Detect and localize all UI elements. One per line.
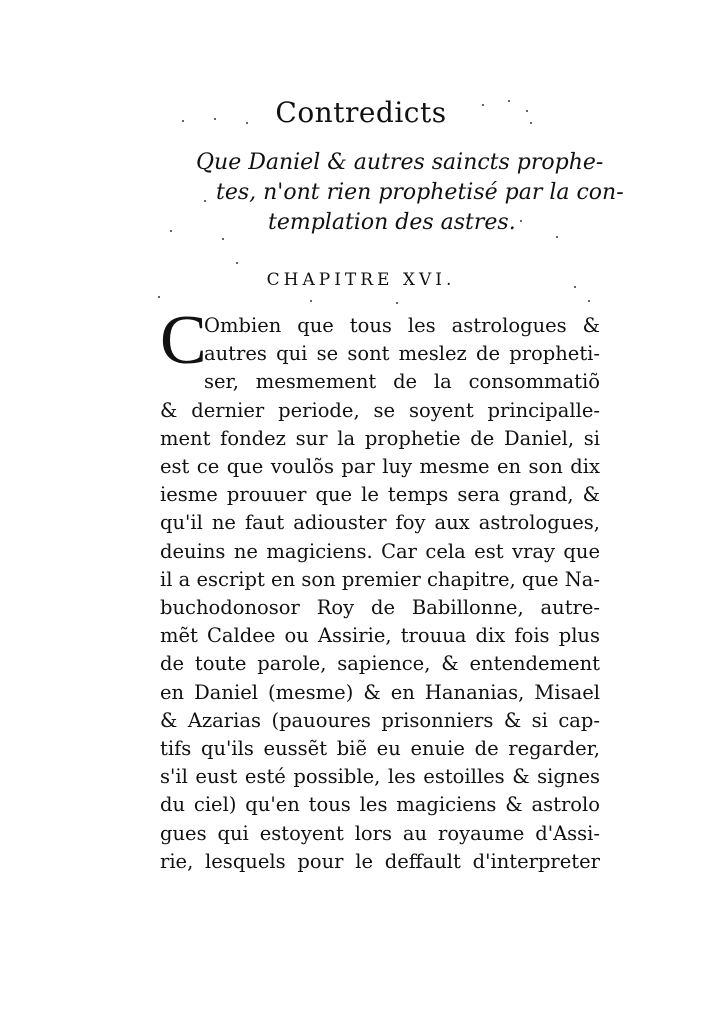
chapter-subtitle	[196, 148, 624, 238]
speck	[310, 300, 312, 302]
speck	[246, 122, 248, 124]
speck	[182, 120, 184, 122]
speck	[526, 110, 528, 112]
running-head: Contredicts	[275, 96, 447, 129]
body-text	[160, 302, 600, 876]
text-line: rie, lesquels pour le deffault d'interpreter	[160, 849, 600, 873]
speck	[482, 104, 484, 106]
text-line: gues qui estoyent lors au royaume d'Assi-	[160, 821, 600, 845]
text-line: ment fondez sur la prophetie de Daniel, si	[160, 426, 600, 450]
text-line: & Azarias (pauoures prisonniers & si cap-	[160, 708, 600, 732]
speck	[556, 236, 558, 238]
speck	[214, 118, 216, 120]
text-line: il a escript en son premier chapitre, que Na-	[160, 567, 600, 591]
text-line: buchodonosor Roy de Babillonne, autre-	[160, 596, 600, 620]
speck	[396, 302, 398, 304]
subtitle-line: tes, n'ont rien prophetisé par la con-	[216, 180, 624, 205]
drop-cap: C	[160, 302, 207, 379]
text-line: du ciel) qu'en tous les magiciens & astrolo	[160, 793, 600, 817]
speck	[204, 200, 206, 202]
subtitle-line: templation des astres.	[268, 210, 516, 235]
chapter-heading: CHAPITRE XVI.	[266, 270, 456, 290]
text-line: Ombien que tous les astrologues &	[204, 314, 600, 337]
text-line: est ce que voulõs par luy mesme en son dix	[160, 455, 600, 479]
text-line: & dernier periode, se soyent principalle-	[160, 398, 600, 422]
text-line: en Daniel (mesme) & en Hananias, Misael	[160, 680, 600, 704]
speck	[236, 262, 238, 264]
text-line: iesme prouuer que le temps sera grand, &	[160, 483, 600, 507]
speck	[222, 238, 224, 240]
speck	[520, 220, 522, 222]
text-line: mẽt Caldee ou Assirie, trouua dix fois plus	[160, 624, 600, 648]
text-line: deuins ne magiciens. Car cela est vray que	[160, 539, 600, 563]
subtitle-line: Que Daniel & autres saincts prophe-	[196, 150, 604, 175]
speck	[588, 300, 590, 302]
text-line: autres qui se sont meslez de propheti-	[204, 342, 600, 366]
text-line: tifs qu'ils eussẽt biẽ eu enuie de regarder,	[160, 737, 600, 761]
speck	[530, 122, 532, 124]
speck	[158, 296, 160, 298]
text-line: de toute parole, sapience, & entendement	[160, 652, 600, 676]
text-line: qu'il ne faut adiouster foy aux astrologues,	[160, 511, 600, 535]
speck	[574, 286, 576, 288]
speck	[170, 230, 172, 232]
text-line: s'il eust esté possible, les estoilles & signes	[160, 765, 600, 789]
speck	[508, 100, 510, 102]
text-line: ser, mesmement de la consommatiõ	[204, 370, 600, 394]
